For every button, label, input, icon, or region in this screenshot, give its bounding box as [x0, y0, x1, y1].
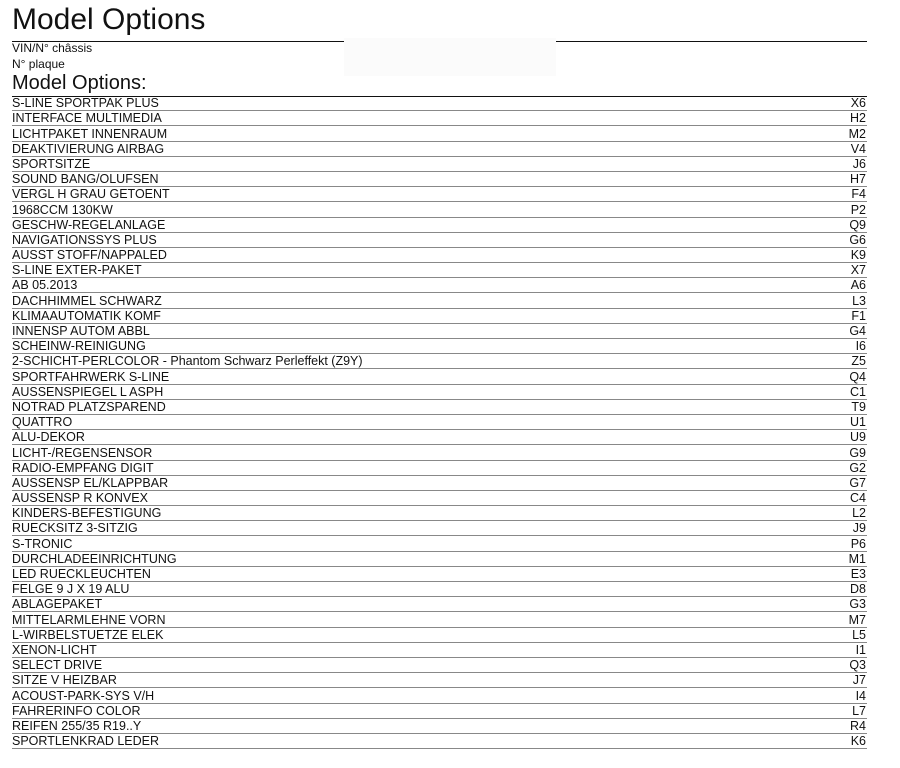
option-name: FAHRERINFO COLOR: [12, 703, 141, 718]
option-code: G4: [849, 324, 866, 338]
option-code: U9: [850, 430, 866, 445]
plate-label: N° plaque: [12, 57, 65, 71]
option-row: [12, 309, 867, 324]
option-row: [12, 673, 867, 688]
option-code: V4: [850, 141, 866, 156]
option-row: [12, 415, 867, 430]
option-row: [12, 658, 867, 673]
option-code: L2: [852, 506, 866, 521]
option-row: [12, 293, 867, 308]
option-code: F1: [851, 308, 866, 323]
option-code: X7: [850, 263, 866, 278]
option-name: DEAKTIVIERUNG AIRBAG: [12, 141, 165, 156]
option-name: ABLAGEPAKET: [12, 597, 103, 612]
option-name: RUECKSITZ 3-SITZIG: [12, 521, 138, 536]
option-code: M1: [848, 551, 866, 566]
option-row: [12, 126, 867, 141]
option-code: L7: [852, 703, 866, 718]
option-name: KINDERS-BEFESTIGUNG: [12, 506, 162, 521]
option-row: [12, 582, 867, 597]
option-code: G6: [849, 232, 866, 247]
option-row: [12, 142, 867, 157]
option-name: ACOUST-PARK-SYS V/H: [12, 688, 155, 703]
option-name: LICHTPAKET INNENRAUM: [12, 126, 168, 141]
option-code: G7: [849, 475, 866, 490]
option-code: I6: [855, 339, 866, 354]
redacted-vin-area: [344, 38, 556, 76]
option-code: H2: [850, 111, 866, 126]
option-code: R4: [850, 718, 866, 733]
plate-underline: [555, 41, 867, 42]
option-name: SPORTSITZE: [12, 156, 91, 171]
option-code: L5: [852, 627, 866, 642]
option-name: S-LINE EXTER-PAKET: [12, 263, 142, 278]
option-name: NAVIGATIONSSYS PLUS: [12, 232, 157, 247]
option-code: M2: [848, 126, 866, 141]
option-row: [12, 172, 867, 187]
option-row: [12, 643, 867, 658]
option-code: E3: [850, 567, 866, 581]
option-name: LICHT-/REGENSENSOR: [12, 445, 153, 460]
option-code: G2: [849, 460, 866, 475]
option-name: AUSSENSPIEGEL L ASPH: [12, 384, 164, 399]
option-row: [12, 445, 867, 460]
option-name: L-WIRBELSTUETZE ELEK: [12, 627, 164, 642]
option-code: T9: [851, 399, 866, 414]
option-code: C4: [850, 491, 866, 506]
option-row: [12, 218, 867, 233]
option-name: SPORTLENKRAD LEDER: [12, 734, 160, 749]
option-name: S-LINE SPORTPAK PLUS: [12, 96, 159, 111]
option-name: AB 05.2013: [12, 278, 78, 293]
option-row: [12, 567, 867, 582]
option-row: [12, 506, 867, 521]
option-code: G3: [849, 597, 866, 612]
option-code: Q4: [849, 369, 866, 384]
option-row: [12, 704, 867, 719]
option-row: [12, 233, 867, 248]
option-row: [12, 96, 867, 111]
option-name: FELGE 9 J X 19 ALU: [12, 582, 130, 597]
option-name: AUSSENSP R KONVEX: [12, 491, 148, 506]
option-code: J6: [852, 156, 866, 171]
option-name: GESCHW-REGELANLAGE: [12, 217, 166, 232]
option-row: [12, 734, 867, 749]
option-row: [12, 324, 867, 339]
option-name: QUATTRO: [12, 415, 73, 430]
option-row: [12, 719, 867, 734]
option-name: MITTELARMLEHNE VORN: [12, 612, 166, 627]
option-name: ALU-DEKOR: [12, 430, 85, 445]
option-row: [12, 476, 867, 491]
option-code: C1: [850, 384, 866, 399]
option-row: [12, 552, 867, 567]
option-code: K6: [850, 734, 866, 749]
option-code: J9: [852, 521, 866, 536]
option-row: [12, 111, 867, 126]
option-name: NOTRAD PLATZSPAREND: [12, 399, 166, 414]
option-name: REIFEN 255/35 R19..Y: [12, 718, 142, 733]
option-row: [12, 369, 867, 384]
option-name: INTERFACE MULTIMEDIA: [12, 111, 162, 126]
page-title: Model Options: [12, 3, 206, 36]
option-row: [12, 263, 867, 278]
option-row: [12, 202, 867, 217]
option-code: G9: [849, 445, 866, 460]
option-row: [12, 521, 867, 536]
option-name: 1968CCM 130KW: [12, 202, 113, 217]
option-name: AUSST STOFF/NAPPALED: [12, 248, 167, 263]
option-row: [12, 628, 867, 643]
option-code: Z5: [851, 354, 866, 369]
option-name: SELECT DRIVE: [12, 658, 103, 673]
option-code: F4: [851, 187, 866, 202]
option-row: [12, 354, 867, 369]
option-row: [12, 688, 867, 703]
option-code: D8: [850, 582, 866, 597]
option-code: H7: [850, 172, 866, 187]
option-name: AUSSENSP EL/KLAPPBAR: [12, 475, 169, 490]
option-row: [12, 597, 867, 612]
option-row: [12, 612, 867, 627]
option-row: [12, 461, 867, 476]
option-name: SCHEINW-REINIGUNG: [12, 339, 146, 354]
option-code: Q3: [849, 658, 866, 673]
option-name: DURCHLADEEINRICHTUNG: [12, 551, 177, 566]
option-code: M7: [848, 612, 866, 627]
options-list: [12, 96, 867, 749]
option-code: J7: [852, 673, 866, 688]
option-code: P6: [850, 536, 866, 551]
option-name: SPORTFAHRWERK S-LINE: [12, 369, 170, 384]
option-row: [12, 157, 867, 172]
option-name: 2-SCHICHT-PERLCOLOR - Phantom Schwarz Perleffekt (Z9Y): [12, 354, 363, 369]
option-code: P2: [850, 202, 866, 217]
option-name: INNENSP AUTOM ABBL: [12, 324, 150, 338]
option-name: SITZE V HEIZBAR: [12, 673, 117, 688]
option-row: [12, 430, 867, 445]
section-title: Model Options:: [12, 72, 147, 94]
option-row: [12, 248, 867, 263]
option-name: XENON-LICHT: [12, 642, 97, 657]
option-code: X6: [850, 96, 866, 111]
option-row: [12, 339, 867, 354]
option-name: KLIMAAUTOMATIK KOMF: [12, 308, 161, 323]
option-name: SOUND BANG/OLUFSEN: [12, 172, 159, 187]
option-name: VERGL H GRAU GETOENT: [12, 187, 170, 202]
option-name: DACHHIMMEL SCHWARZ: [12, 293, 162, 308]
option-code: L3: [852, 293, 866, 308]
option-code: K9: [850, 248, 866, 263]
option-code: Q9: [849, 217, 866, 232]
option-code: A6: [850, 278, 866, 293]
vin-label: VIN/N° châssis: [12, 41, 93, 55]
option-row: [12, 278, 867, 293]
option-row: [12, 491, 867, 506]
option-row: [12, 536, 867, 551]
option-name: LED RUECKLEUCHTEN: [12, 567, 151, 581]
option-row: [12, 187, 867, 202]
option-row: [12, 385, 867, 400]
option-code: I4: [855, 688, 866, 703]
option-name: RADIO-EMPFANG DIGIT: [12, 460, 154, 475]
option-name: S-TRONIC: [12, 536, 73, 551]
option-code: U1: [850, 415, 866, 430]
option-code: I1: [855, 642, 866, 657]
option-row: [12, 400, 867, 415]
